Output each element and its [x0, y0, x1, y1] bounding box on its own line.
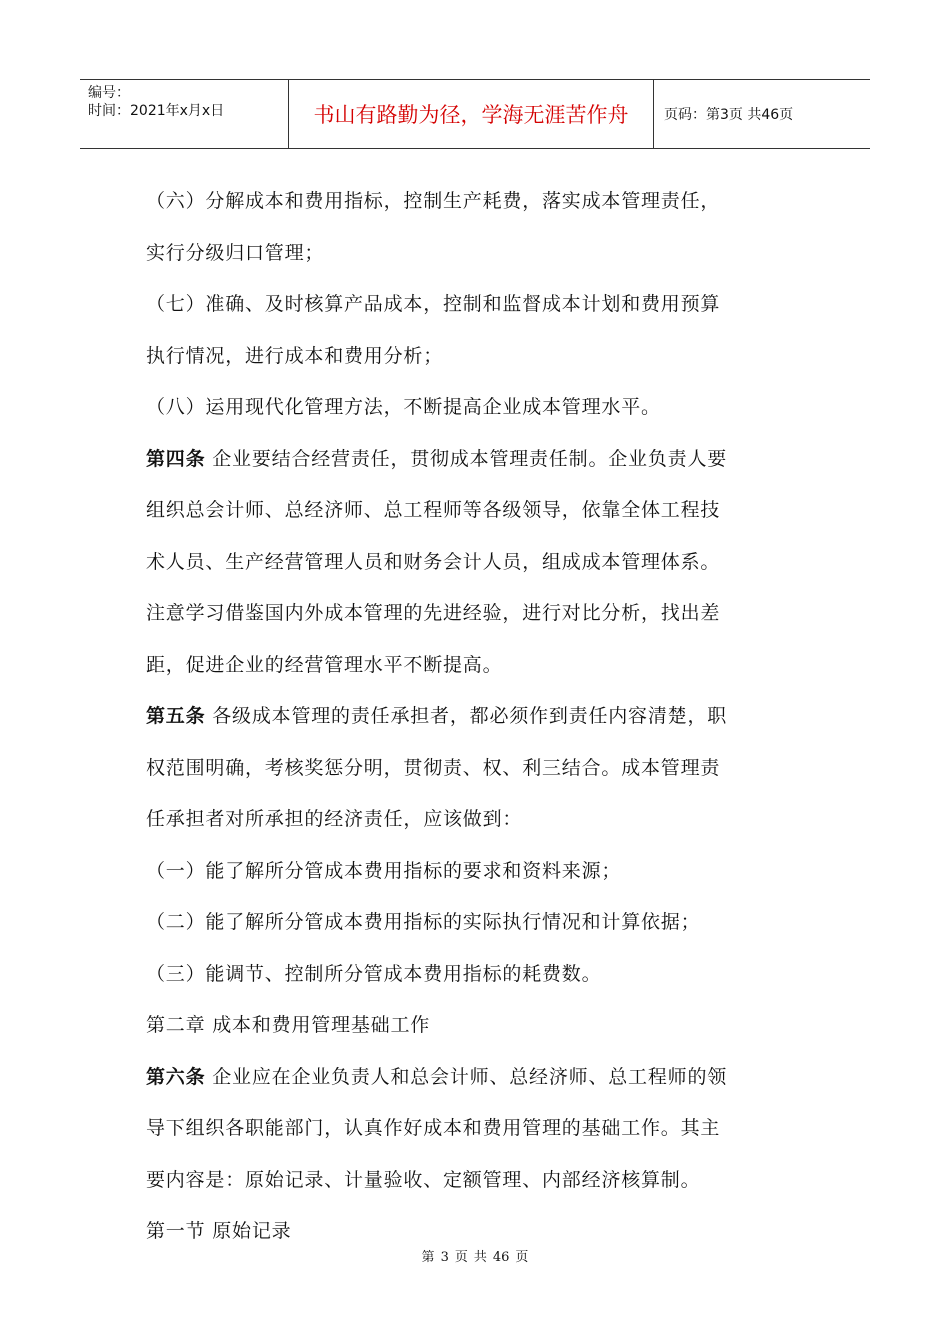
header-meta	[88, 84, 294, 120]
text-line	[146, 228, 810, 280]
text-line	[146, 176, 810, 228]
footer-suffix: 页	[515, 1250, 529, 1265]
header-page-code: 页码：第3页 共46页	[664, 107, 794, 123]
document-time-label: 时间：2021年x月x日	[88, 103, 225, 119]
chapter-heading	[146, 1000, 810, 1052]
line-text: 第二章 成本和费用管理基础工作	[146, 1014, 431, 1036]
document-body	[146, 176, 810, 1258]
line-text: 组织总会计师、总经济师、总工程师等各级领导，依靠全体工程技	[146, 499, 721, 521]
line-text: 术人员、生产经营管理人员和财务会计人员，组成成本管理体系。	[146, 550, 721, 573]
text-line	[146, 897, 810, 949]
footer-total-word: 共	[473, 1250, 487, 1265]
line-text: （一）能了解所分管成本费用指标的要求和资料来源；	[146, 859, 622, 882]
text-line	[146, 485, 810, 537]
line-text: （三）能调节、控制所分管成本费用指标的耗费数。	[146, 962, 602, 985]
text-line	[146, 949, 810, 1001]
line-text: （八）运用现代化管理方法，不断提高企业成本管理水平。	[146, 396, 661, 418]
text-line	[146, 279, 810, 331]
text-line	[146, 794, 810, 846]
line-text: 距，促进企业的经营管理水平不断提高。	[146, 653, 503, 676]
line-text: （六）分解成本和费用指标，控制生产耗费，落实成本管理责任，	[146, 190, 721, 212]
line-text: 要内容是：原始记录、计量验收、定额管理、内部经济核算制。	[146, 1168, 701, 1191]
article-heading: 第五条	[146, 705, 206, 727]
line-text: 实行分级归口管理；	[146, 241, 325, 264]
document-number-label: 编号：	[88, 85, 130, 101]
article-heading: 第四条	[146, 447, 206, 470]
footer-current-page: 3	[440, 1250, 449, 1265]
header-divider	[653, 80, 654, 148]
header-motto: 书山有路勤为径，学海无涯苦作舟	[313, 103, 629, 127]
text-line	[146, 1155, 810, 1207]
text-line	[146, 331, 810, 383]
article-heading: 第六条	[146, 1065, 206, 1088]
line-text: 企业要结合经营责任，贯彻成本管理责任制。企业负责人要	[205, 447, 728, 470]
line-text: 执行情况，进行成本和费用分析；	[146, 344, 444, 367]
line-text: 导下组织各职能部门，认真作好成本和费用管理的基础工作。其主	[146, 1117, 721, 1139]
text-line	[146, 588, 810, 640]
page-header	[80, 79, 870, 149]
text-line	[146, 640, 810, 692]
line-text: 任承担者对所承担的经济责任，应该做到：	[146, 808, 523, 830]
line-text: 注意学习借鉴国内外成本管理的先进经验，进行对比分析，找出差	[146, 602, 721, 624]
page-footer	[0, 1246, 950, 1265]
footer-total-pages: 46	[492, 1250, 510, 1265]
footer-prefix: 第	[421, 1250, 435, 1265]
line-text: （二）能了解所分管成本费用指标的实际执行情况和计算依据；	[146, 911, 701, 933]
text-line	[146, 1052, 810, 1104]
text-line	[146, 537, 810, 589]
text-line	[146, 382, 810, 434]
line-text: 企业应在企业负责人和总会计师、总经济师、总工程师的领	[205, 1065, 728, 1088]
footer-page-word: 页	[454, 1250, 468, 1265]
text-line	[146, 1103, 810, 1155]
text-line	[146, 691, 810, 743]
line-text: 各级成本管理的责任承担者，都必须作到责任内容清楚，职	[205, 705, 728, 727]
line-text: （七）准确、及时核算产品成本，控制和监督成本计划和费用预算	[146, 293, 721, 315]
text-line	[146, 743, 810, 795]
text-line	[146, 846, 810, 898]
text-line	[146, 434, 810, 486]
line-text: 第一节 原始记录	[146, 1220, 292, 1242]
line-text: 权范围明确，考核奖惩分明，贯彻责、权、利三结合。成本管理责	[146, 756, 721, 779]
